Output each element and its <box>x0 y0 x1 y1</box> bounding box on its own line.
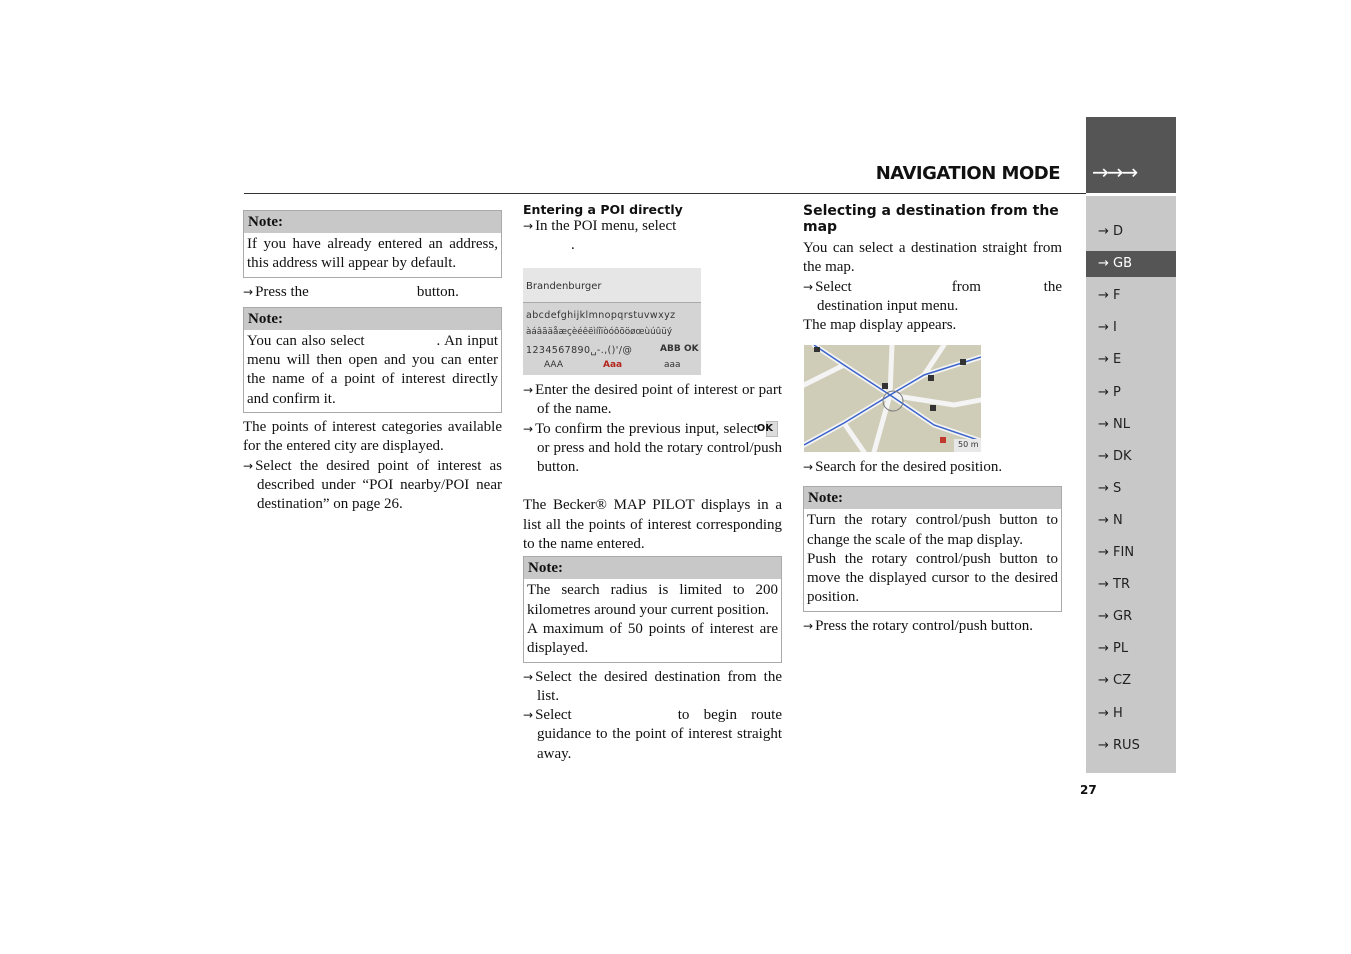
arrow-icon <box>243 458 255 474</box>
language-tab[interactable]: → P <box>1098 384 1121 400</box>
language-tab[interactable]: → TR <box>1098 577 1130 593</box>
note-title: Note: <box>804 487 1061 509</box>
language-tab[interactable]: → S <box>1098 480 1122 496</box>
note-box <box>243 307 502 413</box>
column-2 <box>523 202 782 256</box>
paragraph: You can select a destination straight from the map. <box>803 240 1062 276</box>
arrows-icon: →→→ <box>1092 160 1137 184</box>
note-body: The search radius is limited to 200 kilometres around your current position. A maximum of 50 points of interest are displayed. <box>527 582 778 657</box>
language-tab[interactable]: → N <box>1098 512 1123 528</box>
keyboard-row: 1234567890␣-.,()'/@ <box>526 345 633 356</box>
step: → Select the desired destination from the list. <box>523 668 782 707</box>
step: → Select the desired point of interest as described under “POI nearby/POI near destination” on page 26. <box>243 457 502 515</box>
paragraph: The Becker® MAP PILOT displays in a list all the points of interest corresponding to the name entered. <box>523 497 782 553</box>
arrow-icon <box>243 284 255 300</box>
ok-key: OK <box>684 344 699 354</box>
arrow-icon <box>523 421 535 437</box>
note-title: Note: <box>244 308 501 330</box>
note-title: Note: <box>524 557 781 579</box>
note-box <box>243 210 502 278</box>
step: → Press the button. <box>243 283 502 302</box>
step: → To confirm the previous input, select OKor press and hold the rotary control/push button. <box>523 420 782 478</box>
subheading: Entering a POI directly <box>523 202 683 217</box>
note-title: Note: <box>244 211 501 233</box>
keyboard-row: àáâãäåæçèéêëìíîïòóôõöøœùúûüý <box>526 327 673 337</box>
map-screenshot <box>804 345 981 452</box>
arrow-icon <box>803 459 815 475</box>
language-tab[interactable]: → RUS <box>1098 737 1140 753</box>
language-tab[interactable]: → DK <box>1098 448 1132 464</box>
note-body: You can also select . An input menu will then open and you can enter the name of a point of interest directly and confirm it. <box>247 332 498 407</box>
column-3 <box>803 203 1062 335</box>
step: → Select from the destination input menu. <box>803 278 1062 317</box>
map-roads <box>804 345 981 452</box>
mode-key: aaa <box>664 360 681 370</box>
mode-key: AAA <box>544 360 563 370</box>
arrow-icon <box>523 382 535 398</box>
map-scale: 50 m <box>958 440 979 449</box>
step: → Select to begin route guidance to the point of interest straight away. <box>523 706 782 764</box>
input-text: Brandenburger <box>526 281 602 292</box>
language-tab[interactable]: → D <box>1098 224 1124 239</box>
language-tab[interactable]: → H <box>1098 705 1123 721</box>
arrow-icon <box>523 669 535 685</box>
page-number: 27 <box>1080 783 1097 797</box>
note-body: If you have already entered an address, this address will appear by default. <box>247 236 498 272</box>
keyboard-row: abcdefghijklmnopqrstuvwxyz <box>526 310 676 321</box>
language-tab[interactable]: → I <box>1098 320 1117 336</box>
step: → Search for the desired position. <box>803 458 1062 477</box>
language-tab[interactable]: → FIN <box>1098 545 1135 560</box>
language-tab[interactable]: → NL <box>1098 416 1130 432</box>
language-tab[interactable]: → F <box>1098 288 1121 304</box>
column-3-lower <box>803 458 1062 636</box>
keyboard-screenshot <box>523 268 701 375</box>
language-tab[interactable]: → GB <box>1086 251 1176 277</box>
language-tab[interactable]: → GR <box>1098 609 1133 625</box>
paragraph: The points of interest categories available for the entered city are displayed. <box>243 419 502 455</box>
abb-key: ABB <box>660 344 681 354</box>
language-tab[interactable]: → CZ <box>1098 673 1132 689</box>
subheading: Selecting a destination from the map <box>803 203 1059 235</box>
ok-icon: OK <box>766 421 778 437</box>
language-tab[interactable]: → PL <box>1098 641 1129 657</box>
language-tab[interactable]: → E <box>1098 352 1122 368</box>
step: → Press the rotary control/push button. <box>803 617 1062 636</box>
note-body: Turn the rotary control/push button to change the scale of the map display. Push the rotary control/push button to move the displayed cursor to the desired position. <box>807 512 1058 606</box>
arrow-icon <box>803 279 815 295</box>
input-field <box>523 268 701 303</box>
arrow-icon <box>523 707 535 723</box>
section-title: NAVIGATION MODE <box>875 163 1060 184</box>
column-2-lower <box>523 381 782 764</box>
arrow-icon <box>523 218 535 234</box>
mode-key-active: Aaa <box>603 360 623 370</box>
step: → In the POI menu, select . <box>523 217 782 256</box>
note-box <box>803 486 1062 611</box>
paragraph: The map display appears. <box>803 317 957 334</box>
header-rule <box>244 193 1086 194</box>
step: → Enter the desired point of interest or part of the name. <box>523 381 782 420</box>
arrow-icon <box>803 618 815 634</box>
note-box <box>523 556 782 662</box>
language-sidebar <box>1086 196 1176 773</box>
column-1 <box>243 210 502 515</box>
